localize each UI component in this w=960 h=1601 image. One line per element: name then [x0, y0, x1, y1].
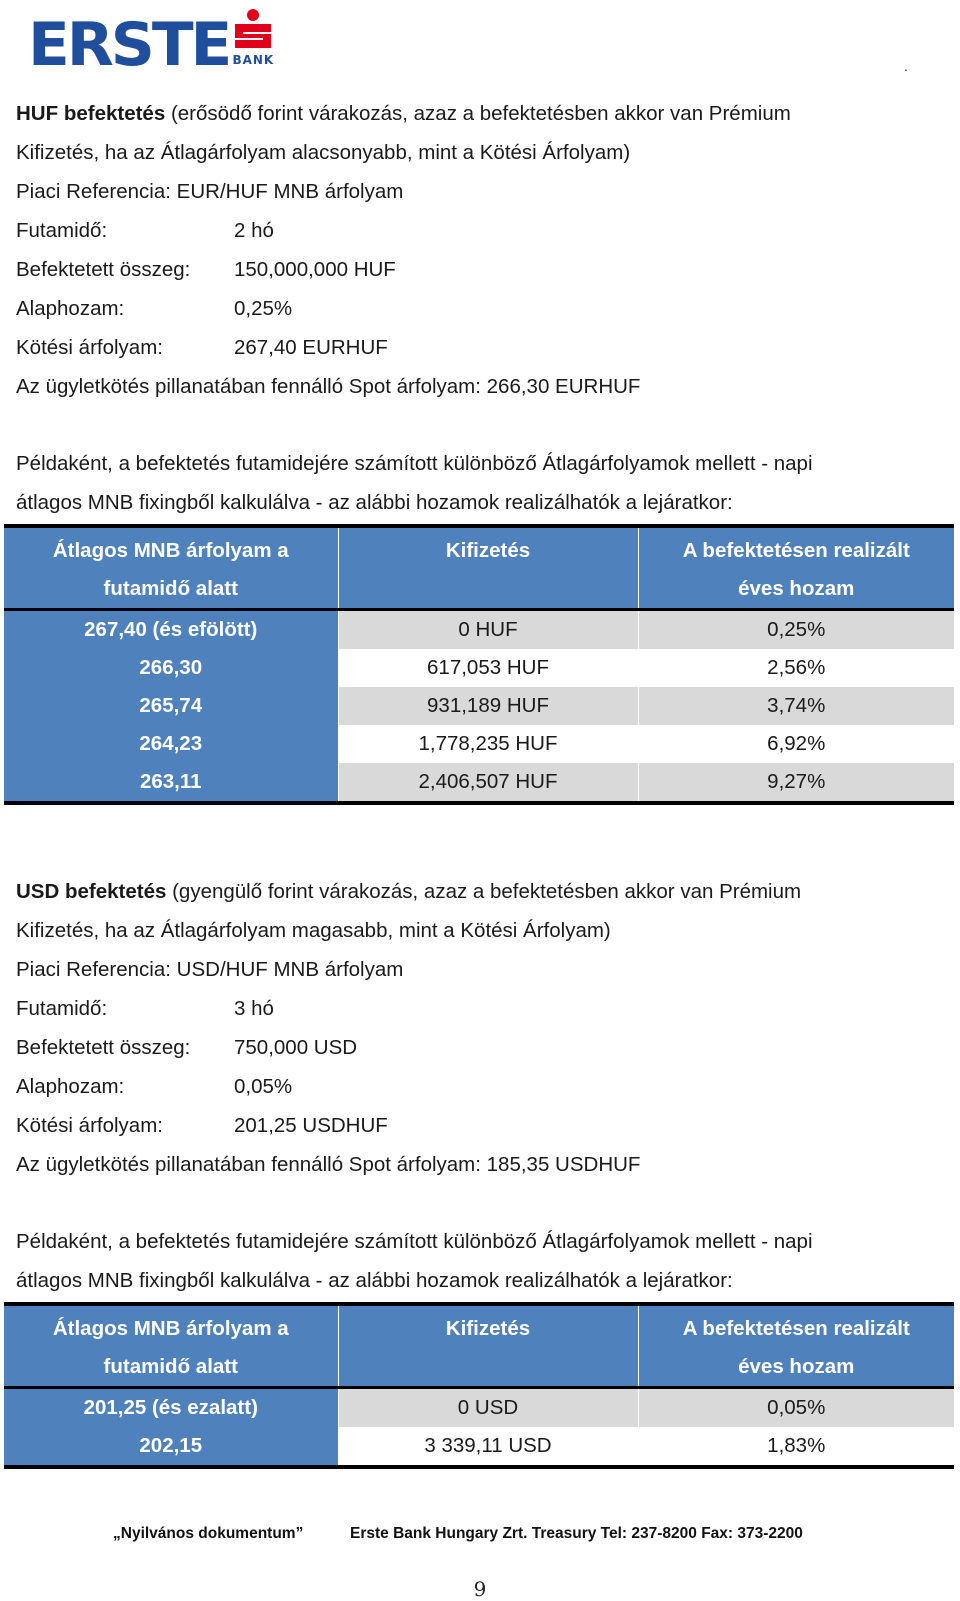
huf-title	[16, 94, 956, 133]
param-label: Alaphozam:	[16, 1075, 125, 1098]
param-value: 267,40 EURHUF	[234, 336, 388, 359]
cell-yield: 0,25%	[638, 610, 954, 650]
param-label: Futamidő:	[16, 997, 108, 1020]
huf-reference: Piaci Referencia: EUR/HUF MNB árfolyam	[16, 180, 404, 203]
usd-intro-line2: átlagos MNB fixingből kalkulálva - az alábbi hozamok realizálhatók a lejáratkor:	[16, 1269, 733, 1292]
param-value: 3 hó	[234, 997, 274, 1020]
footer-contact: Erste Bank Hungary Zrt. Treasury Tel: 237-8200 Fax: 373-2200	[350, 1525, 803, 1542]
usd-param-row	[16, 1106, 956, 1145]
cell-avg-rate: 263,11	[4, 763, 338, 803]
usd-spot-rate: Az ügyletkötés pillanatában fennálló Spot árfolyam: 185,35 USDHUF	[16, 1153, 641, 1176]
logo-emblem	[231, 8, 275, 67]
cell-avg-rate: 266,30	[4, 649, 338, 687]
cell-avg-rate: 202,15	[4, 1427, 338, 1467]
huf-title-line2: Kifizetés, ha az Átlagárfolyam alacsonyabb, mint a Kötési Árfolyam)	[16, 141, 631, 164]
param-value: 201,25 USDHUF	[234, 1114, 388, 1137]
cell-yield: 3,74%	[638, 687, 954, 725]
usd-param-row	[16, 1028, 956, 1067]
huf-section	[16, 94, 956, 522]
huf-results-table	[4, 524, 954, 805]
cell-avg-rate: 201,25 (és ezalatt)	[4, 1388, 338, 1428]
huf-spot-rate: Az ügyletkötés pillanatában fennálló Spot árfolyam: 266,30 EURHUF	[16, 375, 641, 398]
usd-param-row	[16, 989, 956, 1028]
huf-title-bold: HUF befektetés	[16, 102, 166, 125]
table-row	[4, 763, 954, 803]
header-avg-rate: Átlagos MNB árfolyam a futamidő alatt	[4, 526, 338, 610]
table-header-row	[4, 1304, 954, 1388]
param-label: Kötési árfolyam:	[16, 336, 163, 359]
usd-title-bold: USD befektetés	[16, 880, 167, 903]
param-value: 2 hó	[234, 219, 274, 242]
huf-param-row	[16, 328, 956, 367]
huf-param-row	[16, 211, 956, 250]
page-number: 9	[473, 1577, 487, 1601]
param-label: Befektetett összeg:	[16, 1036, 191, 1059]
cell-payout: 0 USD	[338, 1388, 638, 1428]
param-label: Befektetett összeg:	[16, 258, 191, 281]
usd-title	[16, 872, 956, 911]
header-avg-rate: Átlagos MNB árfolyam a futamidő alatt	[4, 1304, 338, 1388]
footer-doc-status: „Nyilvános dokumentum”	[113, 1525, 304, 1542]
param-label: Futamidő:	[16, 219, 108, 242]
usd-title-line2: Kifizetés, ha az Átlagárfolyam magasabb, mint a Kötési Árfolyam)	[16, 919, 611, 942]
huf-title-rest: (erősödő forint várakozás, azaz a befektetésben akkor van Prémium	[165, 102, 791, 125]
corner-mark: .	[904, 58, 908, 74]
param-value: 0,25%	[234, 297, 293, 320]
cell-avg-rate: 267,40 (és efölött)	[4, 610, 338, 650]
table-row	[4, 1388, 954, 1428]
param-label: Kötési árfolyam:	[16, 1114, 163, 1137]
table-row	[4, 610, 954, 650]
erste-s-icon	[231, 8, 275, 52]
header-yield: A befektetésen realizált éves hozam	[638, 526, 954, 610]
logo-wordmark: ERSTE	[28, 10, 230, 80]
cell-avg-rate: 264,23	[4, 725, 338, 763]
huf-intro-line1: Példaként, a befektetés futamidejére számított különböző Átlagárfolyamok mellett - napi	[16, 452, 813, 475]
header-yield: A befektetésen realizált éves hozam	[638, 1304, 954, 1388]
cell-yield: 6,92%	[638, 725, 954, 763]
huf-intro-line2: átlagos MNB fixingből kalkulálva - az alábbi hozamok realizálhatók a lejáratkor:	[16, 491, 733, 514]
table-row	[4, 687, 954, 725]
usd-intro-line1: Példaként, a befektetés futamidejére számított különböző Átlagárfolyamok mellett - napi	[16, 1230, 813, 1253]
usd-title-rest: (gyengülő forint várakozás, azaz a befektetésben akkor van Prémium	[166, 880, 802, 903]
cell-payout: 3 339,11 USD	[338, 1427, 638, 1467]
param-value: 150,000,000 HUF	[234, 258, 396, 281]
header-payout: Kifizetés	[338, 526, 638, 610]
logo-bank-label: BANK	[232, 53, 275, 67]
usd-param-row	[16, 1067, 956, 1106]
param-label: Alaphozam:	[16, 297, 125, 320]
cell-payout: 0 HUF	[338, 610, 638, 650]
header-payout: Kifizetés	[338, 1304, 638, 1388]
cell-yield: 1,83%	[638, 1427, 954, 1467]
cell-payout: 931,189 HUF	[338, 687, 638, 725]
erste-bank-logo	[28, 6, 275, 80]
cell-yield: 0,05%	[638, 1388, 954, 1428]
param-value: 0,05%	[234, 1075, 293, 1098]
usd-reference: Piaci Referencia: USD/HUF MNB árfolyam	[16, 958, 404, 981]
table-header-row	[4, 526, 954, 610]
cell-payout: 2,406,507 HUF	[338, 763, 638, 803]
cell-avg-rate: 265,74	[4, 687, 338, 725]
cell-yield: 9,27%	[638, 763, 954, 803]
table-row	[4, 649, 954, 687]
table-row	[4, 725, 954, 763]
cell-payout: 1,778,235 HUF	[338, 725, 638, 763]
huf-param-row	[16, 289, 956, 328]
table-row	[4, 1427, 954, 1467]
param-value: 750,000 USD	[234, 1036, 358, 1059]
cell-payout: 617,053 HUF	[338, 649, 638, 687]
usd-section	[16, 872, 956, 1300]
usd-results-table	[4, 1302, 954, 1469]
cell-yield: 2,56%	[638, 649, 954, 687]
huf-param-row	[16, 250, 956, 289]
